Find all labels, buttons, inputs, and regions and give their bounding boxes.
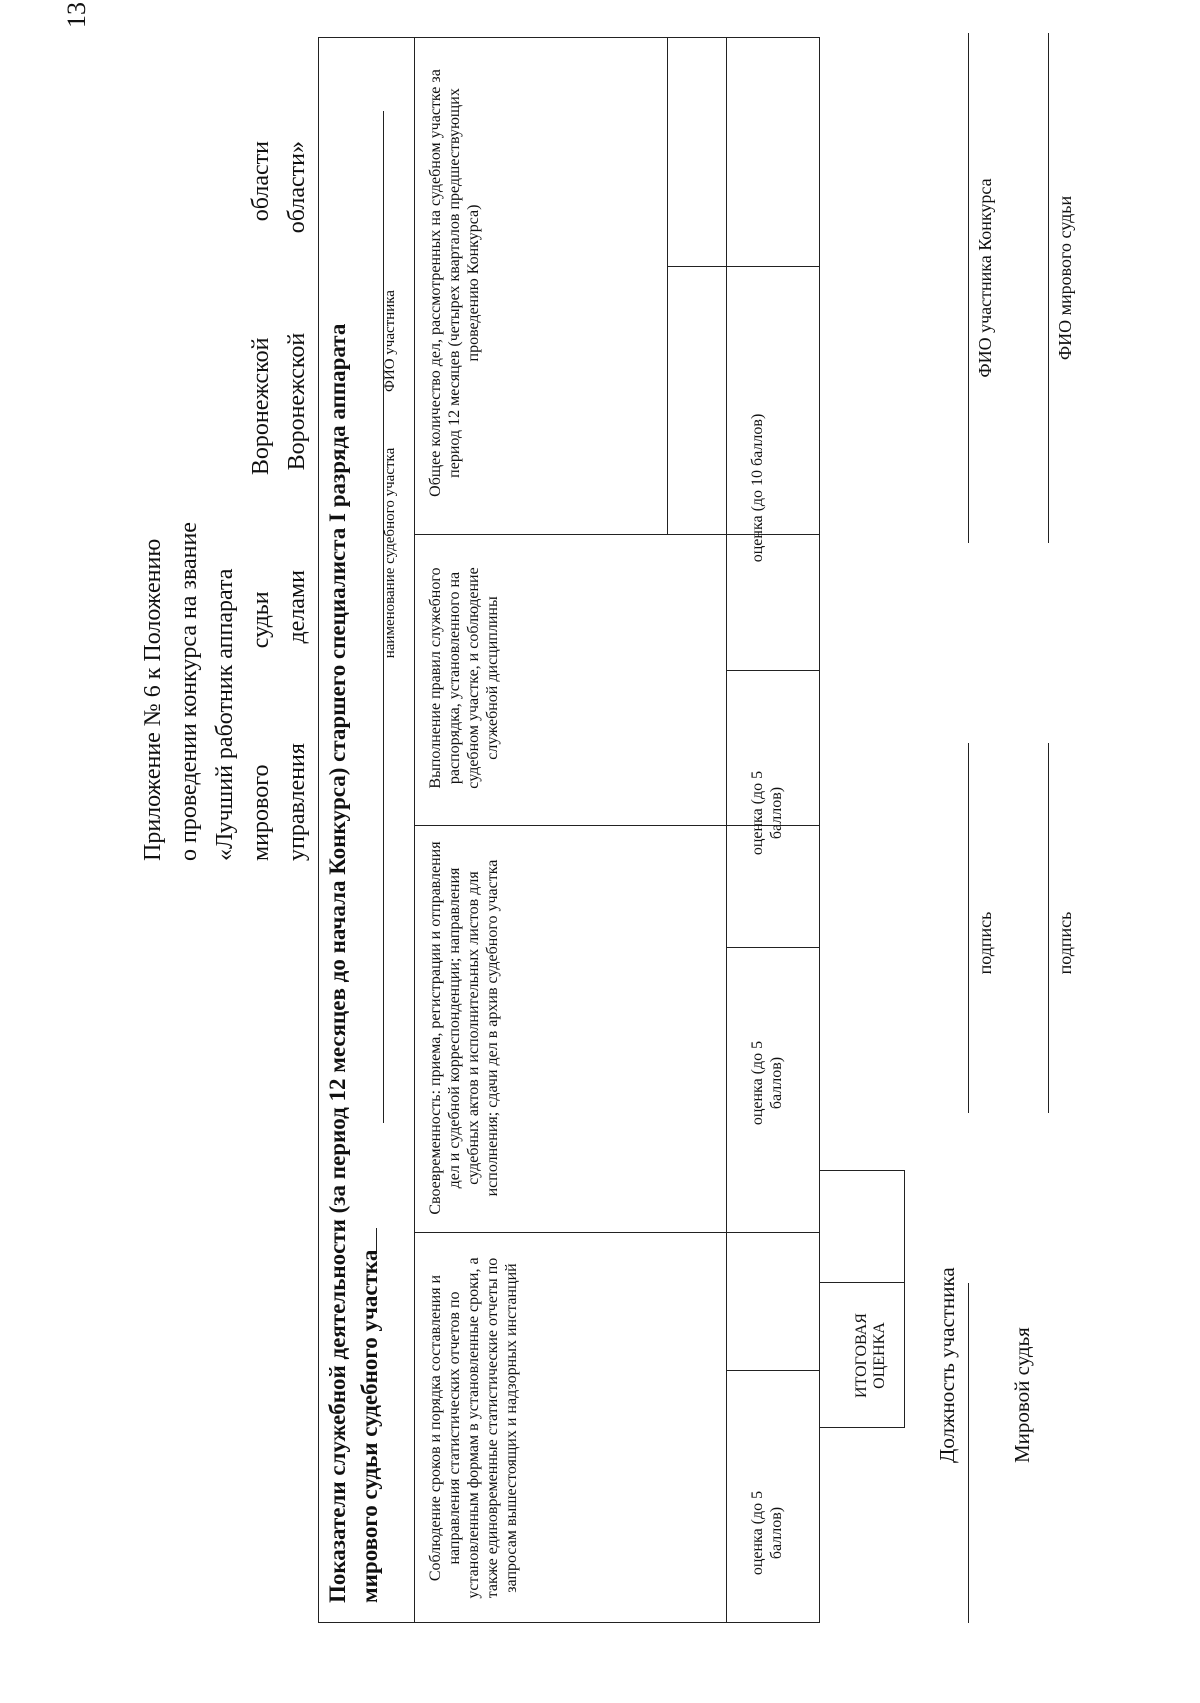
judge-label: Мировой судья	[1010, 1327, 1034, 1463]
judge-signature-line	[1048, 743, 1049, 1113]
table-header-rule	[414, 37, 415, 1623]
title-underline	[356, 1228, 377, 1250]
score-divider-4	[667, 266, 820, 267]
participant-name-line	[968, 33, 969, 543]
score-divider-2	[726, 947, 820, 948]
criterion-statistics: Соблюдение сроков и порядка составления и направления статистических отчетов по установленным формам в установленные сроки, а также единовременные статистические отчеты по запросам вышестоящих и надзорных инстанций	[427, 1257, 520, 1599]
participant-name-caption: ФИО участника Конкурса	[975, 178, 995, 378]
column-divider-1	[414, 1232, 820, 1233]
participant-signature-line	[968, 743, 969, 1113]
judge-signature-caption: подпись	[1055, 911, 1075, 975]
score-divider-3	[726, 670, 820, 671]
section-caption: наименование судебного участка	[382, 447, 398, 659]
criterion-timeliness: Своевременность: приема, регистрации и отправления дел и судебной корреспонденции; направления судебных актов и исполнительных листов для исполнения; сдачи дел в архив судебного участка	[427, 841, 501, 1215]
form-title-line-2: мирового судьи судебного участка	[357, 1249, 382, 1603]
form-title-line-1: Показатели служебной деятельности (за период 12 месяцев до начала Конкурса) старшего специалиста I разряда аппарата	[325, 323, 350, 1603]
last-column-rule	[667, 37, 668, 535]
judge-name-caption: ФИО мирового судьи	[1055, 195, 1075, 361]
position-label: Должность участника	[935, 1267, 959, 1463]
score-divider-1	[726, 1370, 820, 1371]
score-statistics: оценка (до 5 баллов)	[749, 1490, 785, 1576]
appendix-line-4: мирового судьи Воронежской области	[248, 141, 274, 861]
score-discipline: оценка (до 5 баллов)	[749, 770, 785, 856]
score-row-rule	[726, 37, 727, 1623]
position-line	[968, 1283, 969, 1623]
appendix-line-2: о проведении конкурса на звание	[176, 522, 202, 861]
score-timeliness: оценка (до 5 баллов)	[749, 1040, 785, 1126]
criterion-case-count: Общее количество дел, рассмотренных на судебном участке за период 12 месяцев (четырех кварталов предшествующих проведению Конкурса)	[427, 69, 482, 497]
appendix-line-1: Приложение № 6 к Положению	[140, 538, 166, 861]
judge-name-line	[1048, 33, 1049, 543]
form-title	[322, 223, 386, 1603]
score-case-count: оценка (до 10 баллов)	[749, 413, 766, 563]
page-number: 13	[62, 2, 91, 28]
criterion-discipline: Выполнение правил служебного распорядка, установленного на судебном участке, и соблюдение служебной дисциплины	[427, 567, 501, 789]
appendix-header	[135, 141, 315, 861]
appendix-line-5: управления делами Воронежской области»	[284, 141, 310, 861]
participant-caption: ФИО участника	[382, 290, 398, 392]
total-label: ИТОГОВАЯ ОЦЕНКА	[853, 1313, 888, 1398]
appendix-line-3: «Лучший работник аппарата	[212, 568, 238, 861]
participant-signature-caption: подпись	[975, 911, 995, 975]
